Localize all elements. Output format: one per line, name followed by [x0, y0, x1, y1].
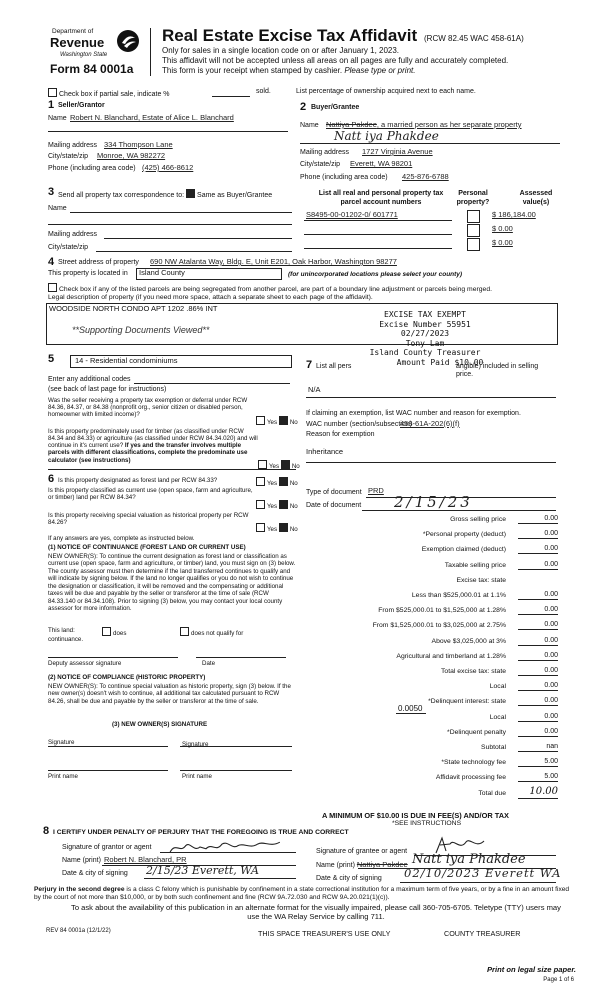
buyer-city[interactable]: Everett, WA 98201 — [350, 159, 413, 168]
street-label: Street address of property — [58, 259, 139, 266]
seller-heading: Seller/Grantor — [58, 102, 105, 109]
tax-row-label: Local — [489, 714, 506, 721]
tax-row-label: *Delinquent interest: state — [428, 698, 506, 705]
grantee-name-struck: Nattiya Pakdee — [356, 860, 408, 869]
seller-name-label: Name — [48, 115, 67, 122]
exemption-no-checkbox[interactable] — [279, 416, 288, 425]
historic-yes-checkbox[interactable] — [256, 523, 265, 532]
wac-label: WAC number (section/subsection) — [306, 421, 412, 428]
seller-city[interactable]: Monroe, WA 982272 — [97, 151, 166, 160]
section8-number: 8 — [43, 825, 50, 837]
tax-row-label: Excise tax: state — [456, 577, 506, 584]
buyer-name-handwritten: Natt iya Phakdee — [334, 129, 439, 143]
seller-name[interactable]: Robert N. Blanchard, Estate of Alice L. Blanchard — [70, 113, 234, 122]
tax-row-value[interactable]: 0.00 — [518, 667, 558, 676]
assessed-heading1: Assessed — [519, 190, 553, 197]
owner-signature-label-2: Signature — [182, 741, 209, 748]
doc-type[interactable]: PRD — [368, 486, 384, 495]
grantor-date-label: Date & city of signing — [62, 870, 128, 877]
buyer-name-struck: Nattiya Pakdee — [326, 120, 377, 129]
forest-no-checkbox[interactable] — [279, 477, 288, 486]
notice1-text: NEW OWNER(S): To continue the current designation as forest land or classification as current use (open space, farm and agriculture, or timber) land, you must sign on (3) below. The county assessor must then determine if the land transferred continues to qualify and will indicate by signing below. If the land no longer qualifies or you do not wish to continue the designation or classification, it will be removed and the compensating or additional taxes will be due and payable by the seller or transferor at the time of sale (RCW 84.33.140 or 84.34.108). Prior to signing (3) below, you may contact your local county assessor for more information. — [48, 553, 296, 613]
stamp-line2: Excise Number 55951 — [379, 319, 471, 329]
wac-number[interactable]: 458-61A-202(6)(f) — [400, 419, 460, 428]
timber-yes-label: Yes — [269, 463, 280, 470]
segregated-checkbox[interactable] — [48, 283, 57, 292]
legal-description-text: WOODSIDE NORTH CONDO APT 1202 .86% INT — [49, 304, 218, 313]
supporting-docs-note: **Supporting Documents Viewed** — [72, 325, 210, 335]
tax-row-label: Affidavit processing fee — [435, 774, 506, 781]
tax-row-value[interactable]: 0.00 — [518, 637, 558, 646]
county-value: Island County — [139, 268, 185, 277]
any-yes-note: If any answers are yes, complete as instructed below. — [48, 535, 195, 542]
grantee-name[interactable]: Natt iya Phakdee — [412, 852, 526, 867]
forest-yes-checkbox[interactable] — [256, 477, 265, 486]
tax-row-label: *State technology fee — [441, 759, 506, 766]
does-label: does — [113, 630, 127, 637]
form-number: Form 84 0001a — [50, 62, 134, 76]
partial-sale-checkbox[interactable] — [48, 88, 57, 97]
stamp-line1: EXCISE TAX EXEMPT — [384, 310, 466, 319]
personal-property-list[interactable]: N/A — [308, 385, 321, 394]
tax-row-label: Gross selling price — [450, 516, 506, 523]
send-city-label: City/state/zip — [48, 244, 89, 251]
perjury-text: is a class C felony which is punishable by confinement in a state correctional institution for a maximum term of five years, or by a fine in an amount fixed by the court of not more than $10,000, or by both such confinement and fine (RCW 9A.72.030 and RCW 9A.20.021(1)(c)). — [34, 886, 570, 901]
doc-type-label: Type of document — [306, 489, 362, 496]
rcw-reference: (RCW 82.45 WAC 458-61A) — [424, 34, 524, 43]
personal-property-checkbox-2[interactable] — [467, 224, 480, 237]
see-instructions: *SEE INSTRUCTIONS — [392, 820, 462, 827]
current-use-no-label: No — [289, 503, 298, 510]
tax-row-label: *Personal property (deduct) — [422, 531, 506, 538]
form-revision: REV 84 0001a (12/1/22) — [46, 928, 111, 934]
stamp-line3: 02/27/2023 — [400, 329, 450, 338]
does-qualify-checkbox[interactable] — [102, 627, 111, 636]
doc-date[interactable]: 2/15/23 — [394, 493, 473, 511]
section1-number: 1 — [48, 99, 55, 111]
legal-paper-note: Print on legal size paper. — [486, 965, 576, 974]
tax-row-label: Total due — [478, 790, 506, 797]
historic-question: Is this property receiving special valuation as historical property per RCW 84.26? — [48, 512, 249, 527]
tax-row-label: Taxable selling price — [444, 562, 506, 569]
tax-row-value[interactable]: 0.00 — [518, 606, 558, 615]
current-use-yes-checkbox[interactable] — [256, 500, 265, 509]
exemption-no-label: No — [289, 419, 298, 426]
treasurer-space: THIS SPACE TREASURER'S USE ONLY — [258, 929, 391, 938]
notice1-title: (1) NOTICE OF CONTINUANCE (FOREST LAND OR CURRENT USE) — [48, 544, 246, 551]
assessed-value-2[interactable]: $ 0.00 — [492, 224, 513, 233]
grantee-sig-label: Signature of grantee or agent — [316, 848, 408, 855]
seller-mailing[interactable]: 334 Thompson Lane — [104, 140, 173, 149]
personal-property-checkbox-3[interactable] — [467, 238, 480, 251]
same-as-buyer-label: Same as Buyer/Grantee — [197, 192, 273, 199]
seller-phone-label: Phone (including area code) — [48, 165, 136, 172]
does-not-label: does not qualify for — [191, 630, 244, 637]
section7-label-b: angible) included in selling price. — [456, 363, 539, 379]
personal-heading1: Personal — [458, 190, 488, 197]
tax-row-label: Local — [489, 683, 506, 690]
grantor-sig-label: Signature of grantor or agent — [62, 844, 152, 851]
stamp-line6: Amount Paid $10.00 — [396, 357, 484, 367]
grantee-name-label: Name (print) — [316, 862, 355, 869]
dept-line3: Washington State — [60, 52, 108, 58]
parcels-heading1: List all real and personal property tax — [318, 190, 444, 197]
buyer-city-label: City/state/zip — [300, 161, 341, 168]
segregated-label: Check box if any of the listed parcels are being segregated from another parcel, are part of a boundary line adjustment or parcels being merged. — [59, 286, 492, 293]
exemption-question: Was the seller receiving a property tax exemption or deferral under RCW 84.36, 84.37, or 84.38 (nonprofit org., senior citizen or disabled person, homeowner with limited income)? — [48, 397, 248, 419]
header-line2: This affidavit will not be accepted unless all areas on all pages are fully and accurately completed. — [162, 56, 509, 65]
current-use-question: Is this property classified as current use (open space, farm and agriculture, or timber) land per RCW 84.34? — [48, 487, 253, 502]
tax-row-label: Total excise tax: state — [441, 668, 506, 675]
header-line3b: Please type or print. — [344, 66, 416, 75]
tax-row-value[interactable]: 0.00 — [518, 713, 558, 722]
exemption-reason[interactable]: Inheritance — [306, 447, 344, 456]
tax-row-value[interactable]: 0.00 — [518, 728, 558, 737]
claim-exemption-label: If claiming an exemption, list WAC number and reason for exemption. — [306, 410, 521, 417]
tax-row-value[interactable]: 0.00 — [518, 545, 558, 554]
tax-row-value[interactable]: 0.00 — [518, 561, 558, 570]
land-use-code-select[interactable] — [70, 355, 292, 368]
historic-no-checkbox[interactable] — [279, 523, 288, 532]
buyer-mailing-label: Mailing address — [300, 149, 350, 156]
seller-city-label: City/state/zip — [48, 153, 89, 160]
same-as-buyer-checkbox[interactable] — [186, 189, 195, 198]
tax-row-value[interactable]: 0.00 — [518, 682, 558, 691]
section7-number: 7 — [306, 359, 313, 371]
tax-row-label: Subtotal — [481, 744, 506, 751]
tax-row-value[interactable]: 5.00 — [518, 773, 558, 782]
grantor-date-city[interactable]: 2/15/23 Everett, WA — [146, 864, 259, 877]
doc-date-label: Date of document — [306, 502, 362, 509]
local-rate: 0.0050 — [398, 704, 423, 713]
timber-yes-checkbox[interactable] — [258, 460, 267, 469]
located-label: This property is located in — [48, 270, 128, 277]
tax-row-label: Agricultural and timberland at 1.28% — [396, 653, 506, 660]
additional-codes-label: Enter any additional codes — [48, 376, 131, 383]
section4-number: 4 — [48, 256, 55, 268]
tax-row-label: Less than $525,000.01 at 1.1% — [411, 592, 506, 599]
buyer-mailing[interactable]: 1727 Virginia Avenue — [362, 147, 433, 156]
owner-signature-label-1: Signature — [48, 739, 75, 746]
new-owner-sig-title: (3) NEW OWNER(S) SIGNATURE — [112, 721, 208, 728]
header-line1: Only for sales in a single location code on or after January 1, 2023. — [162, 46, 400, 55]
buyer-phone-label: Phone (including area code) — [300, 174, 388, 181]
additional-codes-note: (see back of last page for instructions) — [48, 386, 167, 393]
seller-mailing-label: Mailing address — [48, 142, 98, 149]
buyer-phone[interactable]: 425-876-6788 — [402, 172, 449, 181]
treasurer-stamp — [340, 310, 510, 367]
tax-row-label: Above $3,025,000 at 3% — [431, 638, 506, 645]
page-number: Page 1 of 6 — [543, 977, 574, 983]
tax-row-label: From $525,000.01 to $1,525,000 at 1.28% — [378, 607, 506, 614]
exemption-yes-label: Yes — [267, 419, 278, 426]
owner-print-label-2: Print name — [182, 773, 212, 780]
partial-sold-label: sold. — [256, 88, 271, 95]
parcels-heading2: parcel account numbers — [340, 199, 422, 206]
forest-no-label: No — [289, 480, 298, 487]
section6-number: 6 — [48, 473, 55, 485]
unincorporated-note: (for unincorporated locations please select your county) — [288, 271, 463, 278]
property-street[interactable]: 690 NW Atalanta Way, Bldg. E, Unit E201, Oak Harbor, Washington 98277 — [150, 257, 397, 266]
tax-row-value[interactable]: 0.00 — [518, 652, 558, 661]
timber-question: Is this property predominately used for timber (as classified under RCW 84.34 and 84.33) or agriculture (as classified under RCW 84.34.020) and will continue in it's current use? — [48, 428, 258, 450]
dept-line2: Revenue — [50, 35, 105, 50]
personal-property-checkbox-1[interactable] — [467, 210, 480, 223]
certify-text: I CERTIFY UNDER PENALTY OF PERJURY THAT THE FOREGOING IS TRUE AND CORRECT — [53, 829, 349, 836]
tax-row-value[interactable]: 10.00 — [518, 786, 558, 799]
owner-print-label-1: Print name — [48, 773, 78, 780]
tax-row-value[interactable]: 0.00 — [518, 530, 558, 539]
deputy-date-label: Date — [202, 660, 216, 667]
buyer-name-rest[interactable]: , a married person as her separate property — [376, 120, 522, 129]
tax-row-label: Exemption claimed (deduct) — [421, 546, 506, 553]
historic-yes-label: Yes — [267, 526, 278, 533]
notice2-text: NEW OWNER(S): To continue special valuation as historic property, sign (3) below. If the new owner(s) doesn't wish to continue, all additional tax calculated pursuant to RCW 84.26, shall be due and payable by the seller or transferor at the time of sale. — [48, 683, 291, 705]
current-use-no-checkbox[interactable] — [279, 500, 288, 509]
county-treasurer-label: COUNTY TREASURER — [444, 929, 521, 938]
tax-row-label: *Delinquent penalty — [447, 729, 506, 736]
county-select[interactable] — [136, 268, 282, 280]
ownership-note: List percentage of ownership acquired next to each name. — [296, 88, 476, 95]
header-line3a: This form is your receipt when stamped by cashier. — [162, 66, 343, 75]
stamp-line5: Island County Treasurer — [369, 348, 481, 357]
send-label: Send all property tax correspondence to: — [58, 192, 185, 199]
legal-desc-label: Legal description of property (if you need more space, attach a separate sheet to each page of the affidavit). — [48, 294, 373, 301]
grantor-name-label: Name (print) — [62, 857, 101, 864]
parcel-number-1[interactable]: S8495-00-01202-0/ 601771 — [306, 210, 398, 219]
assessed-value-1[interactable]: $ 186,184.00 — [492, 210, 536, 219]
seller-phone[interactable]: (425) 466-8612 — [142, 163, 194, 172]
tax-row-value[interactable]: 0.00 — [518, 697, 558, 706]
timber-no-label: No — [291, 463, 300, 470]
tax-row-value[interactable]: 5.00 — [518, 758, 558, 767]
personal-heading2: property? — [456, 199, 490, 206]
forest-question: Is this property designated as forest land per RCW 84.33? — [58, 477, 218, 484]
tax-row-value[interactable]: 0.00 — [518, 515, 558, 524]
notice2-title: (2) NOTICE OF COMPLIANCE (HISTORIC PROPERTY) — [48, 674, 206, 681]
section5-number: 5 — [48, 353, 55, 365]
continuance-label: continuance. — [48, 636, 84, 643]
buyer-name-label: Name — [300, 122, 319, 129]
assessed-value-3[interactable]: $ 0.00 — [492, 238, 513, 247]
tax-row-value[interactable]: 0.00 — [518, 621, 558, 630]
reason-label: Reason for exemption — [306, 431, 375, 438]
land-use-code-value: 14 - Residential condominiums — [75, 356, 178, 365]
section2-number: 2 — [300, 101, 307, 113]
partial-sale-label: Check box if partial sale, indicate % — [59, 91, 170, 98]
deputy-sig-label: Deputy assessor signature — [48, 660, 122, 667]
this-land-label: This land: — [48, 627, 75, 634]
current-use-yes-label: Yes — [267, 503, 278, 510]
historic-no-label: No — [289, 526, 298, 533]
timber-no-checkbox[interactable] — [281, 460, 290, 469]
assessed-heading2: value(s) — [522, 199, 550, 206]
does-not-qualify-checkbox[interactable] — [180, 627, 189, 636]
tax-row-value[interactable]: nan — [518, 743, 558, 752]
send-name-label: Name — [48, 205, 67, 212]
buyer-heading: Buyer/Grantee — [311, 104, 360, 111]
grantor-name[interactable]: Robert N. Blanchard, PR — [104, 855, 187, 864]
send-mailing-label: Mailing address — [48, 231, 98, 238]
alt-format-note: To ask about the availability of this publication in an alternate format for the visually impaired, please call 360-705-6705. Teletype (TTY) users may use the WA Relay Service by calling 711. — [71, 903, 561, 921]
stamp-line4: Tony Lam — [405, 338, 445, 348]
grantee-date-city[interactable]: 02/10/2023 Everett WA — [404, 866, 562, 880]
dept-line1: Department of — [52, 28, 94, 35]
dor-logo-icon — [116, 29, 140, 53]
grantee-date-label: Date & city of signing — [316, 875, 382, 882]
forest-yes-label: Yes — [267, 480, 278, 487]
form-title: Real Estate Excise Tax Affidavit — [162, 26, 418, 45]
exemption-yes-checkbox[interactable] — [256, 416, 265, 425]
section7-label-a: List all pers — [316, 363, 352, 370]
section3-number: 3 — [48, 186, 55, 198]
minimum-notice: A MINIMUM OF $10.00 IS DUE IN FEE(S) AND/OR TAX — [322, 811, 509, 820]
tax-row-label: From $1,525,000.01 to $3,025,000 at 2.75% — [372, 622, 506, 629]
timber-question-b: If yes and the transfer involves multiple parcels with different classifications, complete the predominate use calculator (see instructions) — [48, 442, 248, 464]
tax-row-value[interactable]: 0.00 — [518, 591, 558, 600]
perjury-heading: Perjury in the second degree — [34, 886, 125, 893]
